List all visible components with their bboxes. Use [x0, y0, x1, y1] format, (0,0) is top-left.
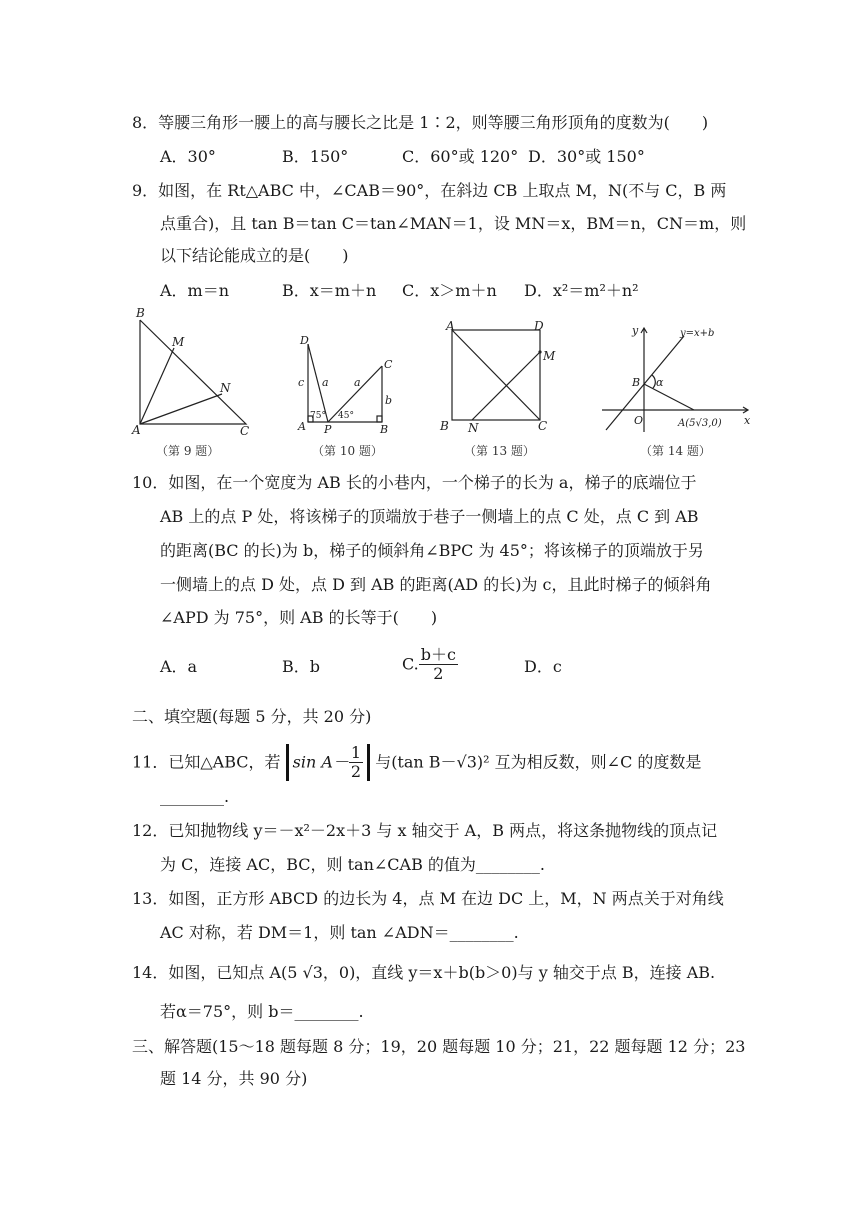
q10-option-a: A．a — [160, 657, 198, 676]
section-2-heading: 二、填空题(每题 5 分，共 20 分) — [132, 707, 372, 726]
q10-stem-line1: 10．如图，在一个宽度为 AB 长的小巷内，一个梯子的长为 a，梯子的底端位于 — [132, 473, 697, 492]
q10-option-c-denominator: 2 — [433, 664, 444, 683]
q10-option-c — [402, 646, 458, 683]
fig10-angle-75: 75° — [310, 411, 326, 421]
fig14-label-o: O — [634, 414, 644, 427]
q10-option-c-numerator: b＋c — [420, 645, 456, 664]
q9-stem-line3: 以下结论能成立的是( ) — [160, 246, 349, 265]
section-3-heading-line1: 三、解答题(15～18 题每题 8 分；19，20 题每题 10 分；21，22 题每题 12 分；23 — [132, 1037, 746, 1056]
fig9-label-m: M — [172, 335, 185, 349]
q10-stem-line5: ∠APD 为 75°，则 AB 的长等于( ) — [160, 608, 438, 627]
q11-fraction — [349, 744, 363, 781]
q10-option-c-prefix: C. — [402, 654, 419, 674]
fig13-label-m: M — [543, 349, 556, 363]
q12-stem-line1: 12．已知抛物线 y＝－x²－2x＋3 与 x 轴交于 A，B 两点，将这条抛物线的顶点记 — [132, 821, 718, 840]
fig10-label-a: A — [298, 420, 306, 433]
fig10-caption: （第 10 题） — [312, 444, 383, 458]
q11-absolute-value — [286, 744, 370, 781]
q9-option-b: B．x＝m＋n — [282, 281, 377, 300]
section-3-heading-line2: 题 14 分，共 90 分) — [160, 1069, 308, 1088]
fig10-label-d: D — [300, 334, 309, 347]
fig13-label-b: B — [440, 419, 449, 433]
fig10-label-a-right: a — [354, 376, 361, 389]
q9-option-a: A．m＝n — [160, 281, 230, 300]
q11-stem — [132, 744, 701, 781]
q11-blank: ________. — [160, 787, 230, 806]
figure-9 — [128, 308, 258, 436]
fig10-label-b-side: b — [385, 394, 393, 407]
fig14-label-alpha: α — [656, 376, 664, 389]
q11-abs-text: sin A－ — [292, 752, 349, 772]
fig9-label-c: C — [240, 424, 250, 436]
fig9-label-b: B — [136, 308, 145, 320]
figure-10 — [290, 330, 400, 434]
q14-stem-line2: 若α＝75°，则 b＝________. — [160, 1002, 364, 1021]
q10-option-b: B．b — [282, 657, 321, 676]
q11-frac-num: 1 — [350, 743, 362, 762]
q11-frac-den: 2 — [350, 762, 362, 781]
fig9-label-a: A — [132, 423, 141, 436]
fig10-angle-45: 45° — [338, 411, 354, 421]
fig9-label-n: N — [220, 381, 231, 395]
fig14-label-line: y=x+b — [680, 328, 715, 339]
q11-prefix: 11．已知△ABC，若 — [132, 752, 281, 772]
q13-stem-line1: 13．如图，正方形 ABCD 的边长为 4，点 M 在边 DC 上，M，N 两点关于对角线 — [132, 889, 724, 908]
figure-14 — [600, 320, 760, 434]
fig10-label-c: C — [384, 358, 393, 371]
q9-stem-line2: 点重合)，且 tan B＝tan C＝tan∠MAN＝1，设 MN＝x，BM＝n，CN＝m，则 — [160, 214, 747, 233]
fig9-caption: （第 9 题） — [156, 444, 220, 458]
fig13-label-n: N — [468, 421, 479, 435]
fig14-label-x: x — [744, 414, 751, 427]
fig13-label-a: A — [446, 319, 455, 333]
q12-stem-line2: 为 C，连接 AC，BC，则 tan∠CAB 的值为________. — [160, 855, 546, 874]
q8-option-d: D．30°或 150° — [528, 147, 645, 166]
q8-option-b: B．150° — [282, 147, 349, 166]
q9-stem-line1: 9．如图，在 Rt△ABC 中，∠CAB＝90°，在斜边 CB 上取点 M，N(不与 C，B 两 — [132, 181, 727, 200]
fig13-label-c: C — [538, 419, 548, 433]
fig13-label-d: D — [534, 319, 544, 333]
q9-option-c: C．x＞m＋n — [402, 281, 497, 300]
q10-option-d: D．c — [524, 657, 562, 676]
q8-option-a: A．30° — [160, 147, 216, 166]
fig10-label-c-side: c — [298, 376, 305, 389]
q14-stem-line1: 14．如图，已知点 A(5 √3，0)，直线 y＝x＋b(b＞0)与 y 轴交于点 B，连接 AB. — [132, 963, 716, 982]
fig14-label-b: B — [632, 376, 641, 389]
fig13-caption: （第 13 题） — [464, 444, 535, 458]
q10-stem-line2: AB 上的点 P 处，将该梯子的顶端放于巷子一侧墙上的点 C 处，点 C 到 AB — [160, 507, 699, 526]
q10-option-c-fraction — [419, 646, 458, 683]
q13-stem-line2: AC 对称，若 DM＝1，则 tan ∠ADN＝________. — [160, 923, 519, 942]
q9-option-d: D．x²＝m²＋n² — [524, 281, 639, 300]
q11-suffix: 与(tan B－√3)² 互为相反数，则∠C 的度数是 — [375, 752, 702, 772]
figure-13 — [436, 318, 556, 436]
fig14-label-a: A(5√3,0) — [678, 418, 722, 429]
fig14-caption: （第 14 题） — [640, 444, 711, 458]
q8-option-c: C．60°或 120° — [402, 147, 519, 166]
q10-stem-line3: 的距离(BC 的长)为 b，梯子的倾斜角∠BPC 为 45°；将该梯子的顶端放于另 — [160, 541, 704, 560]
fig10-label-p: P — [324, 423, 332, 434]
q10-stem-line4: 一侧墙上的点 D 处，点 D 到 AB 的距离(AD 的长)为 c，且此时梯子的倾斜角 — [160, 575, 712, 594]
fig14-label-y: y — [632, 324, 639, 337]
fig10-label-a-left: a — [322, 376, 329, 389]
fig10-label-b: B — [380, 423, 389, 434]
q8-stem: 8．等腰三角形一腰上的高与腰长之比是 1∶2，则等腰三角形顶角的度数为( ) — [132, 113, 709, 132]
